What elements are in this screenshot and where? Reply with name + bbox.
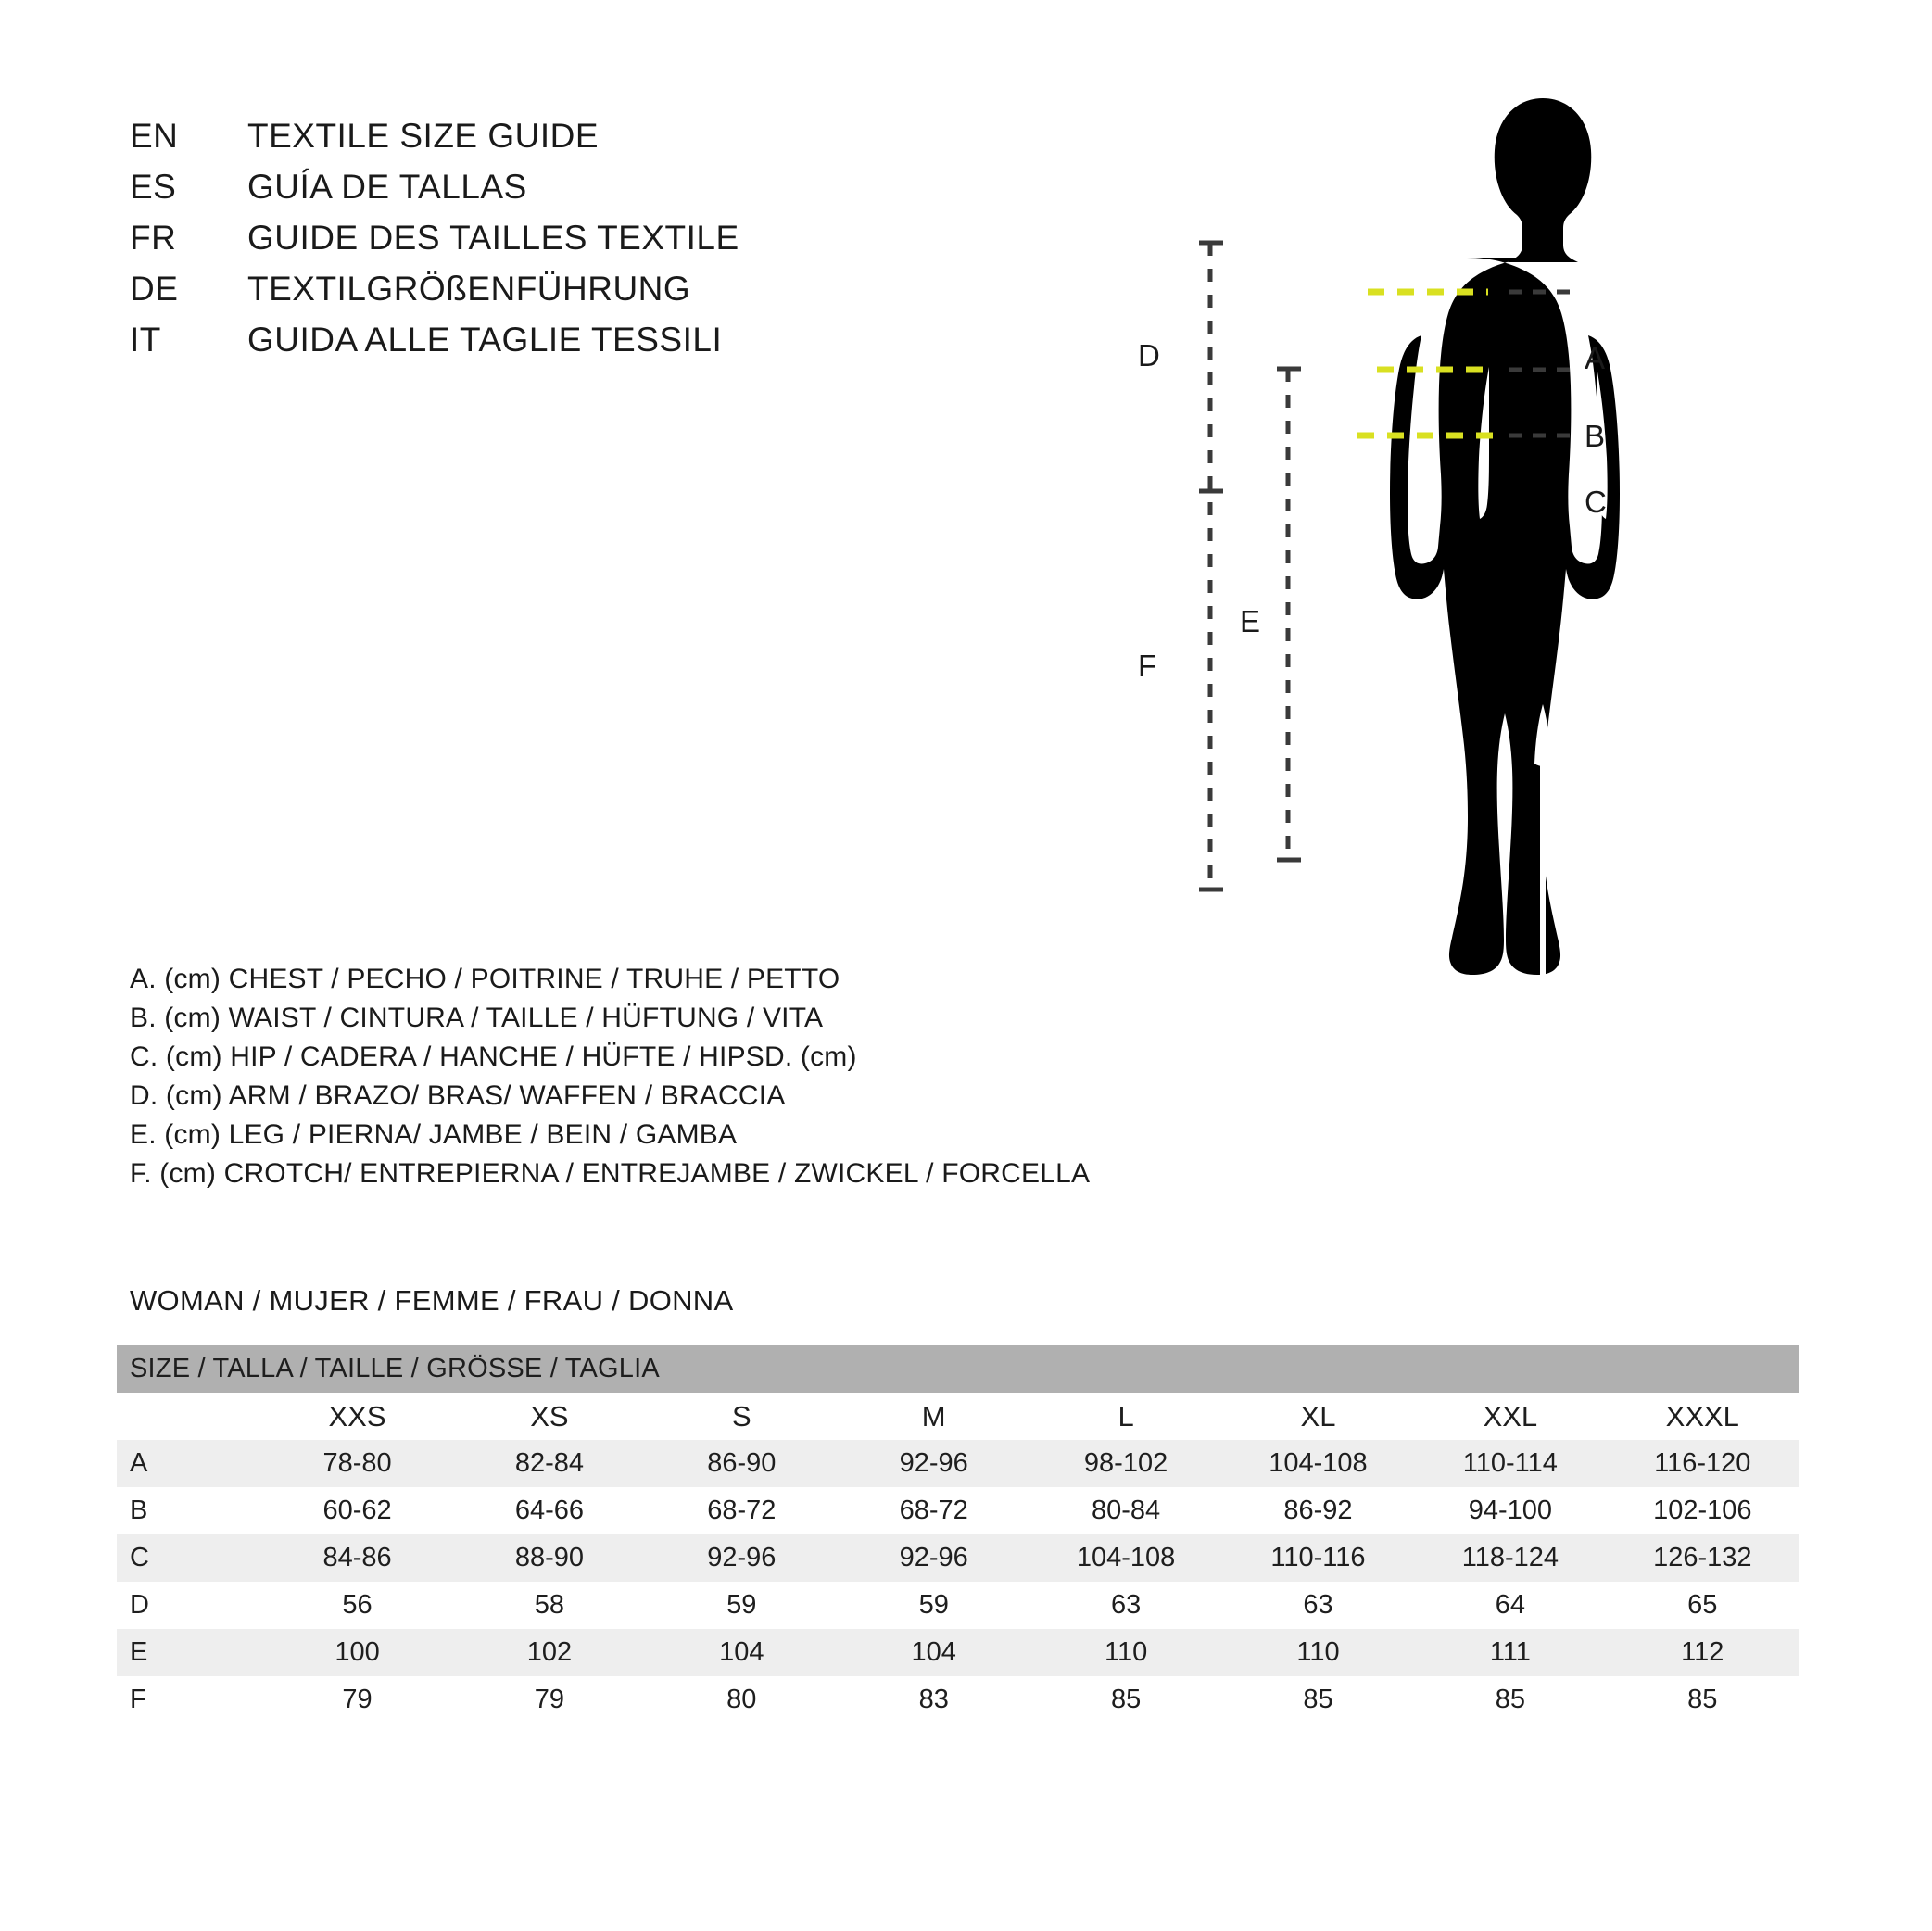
table-cell: 85 bbox=[1607, 1676, 1799, 1723]
table-cell: 56 bbox=[261, 1582, 453, 1629]
table-cell: 112 bbox=[1607, 1629, 1799, 1676]
language-code: ES bbox=[130, 168, 177, 206]
table-cell: 88-90 bbox=[453, 1534, 645, 1582]
table-cell: 98-102 bbox=[1029, 1440, 1221, 1487]
table-cell: 110-116 bbox=[1222, 1534, 1414, 1582]
label-b: B bbox=[1585, 419, 1606, 453]
language-code: FR bbox=[130, 219, 177, 257]
language-title-block bbox=[130, 117, 964, 372]
header-size: L bbox=[1029, 1393, 1221, 1440]
table-cell: 104-108 bbox=[1029, 1534, 1221, 1582]
table-title-row bbox=[117, 1345, 1799, 1393]
table-cell: 59 bbox=[838, 1582, 1029, 1629]
legend-item: F. (cm) CROTCH/ ENTREPIERNA / ENTREJAMBE / ZWICKEL / FORCELLA bbox=[130, 1158, 1091, 1189]
table-cell: 68-72 bbox=[838, 1487, 1029, 1534]
row-key: C bbox=[117, 1534, 261, 1582]
table-cell: 116-120 bbox=[1607, 1440, 1799, 1487]
table-cell: 58 bbox=[453, 1582, 645, 1629]
table-cell: 86-90 bbox=[646, 1440, 838, 1487]
table-cell: 79 bbox=[453, 1676, 645, 1723]
table-cell: 78-80 bbox=[261, 1440, 453, 1487]
table-cell: 85 bbox=[1222, 1676, 1414, 1723]
language-code: DE bbox=[130, 270, 179, 308]
header-size: XS bbox=[453, 1393, 645, 1440]
table-row bbox=[117, 1487, 1799, 1534]
table-cell: 80 bbox=[646, 1676, 838, 1723]
table-cell: 100 bbox=[261, 1629, 453, 1676]
table-cell: 102-106 bbox=[1607, 1487, 1799, 1534]
language-title: GUIDE DES TAILLES TEXTILE bbox=[247, 219, 739, 257]
table-cell: 65 bbox=[1607, 1582, 1799, 1629]
label-c: C bbox=[1585, 485, 1607, 519]
language-row bbox=[130, 270, 964, 321]
language-row bbox=[130, 321, 964, 372]
header-size: XXL bbox=[1414, 1393, 1606, 1440]
row-key: B bbox=[117, 1487, 261, 1534]
table-cell: 104 bbox=[646, 1629, 838, 1676]
legend-item: A. (cm) CHEST / PECHO / POITRINE / TRUHE / PETTO bbox=[130, 964, 840, 994]
legend-block bbox=[130, 964, 1288, 1197]
table-cell: 92-96 bbox=[838, 1534, 1029, 1582]
table-title: SIZE / TALLA / TAILLE / GRÖSSE / TAGLIA bbox=[117, 1345, 1799, 1393]
table-row bbox=[117, 1582, 1799, 1629]
language-title: TEXTILGRÖßENFÜHRUNG bbox=[247, 270, 691, 308]
legend-item: B. (cm) WAIST / CINTURA / TAILLE / HÜFTUNG / VITA bbox=[130, 1003, 824, 1033]
table-cell: 126-132 bbox=[1607, 1534, 1799, 1582]
row-key: A bbox=[117, 1440, 261, 1487]
language-title: TEXTILE SIZE GUIDE bbox=[247, 117, 600, 155]
legend-item: E. (cm) LEG / PIERNA/ JAMBE / BEIN / GAMBA bbox=[130, 1119, 738, 1150]
table-cell: 63 bbox=[1029, 1582, 1221, 1629]
language-row bbox=[130, 168, 964, 219]
table-cell: 59 bbox=[646, 1582, 838, 1629]
table-cell: 85 bbox=[1414, 1676, 1606, 1723]
legend-item: D. (cm) ARM / BRAZO/ BRAS/ WAFFEN / BRACCIA bbox=[130, 1080, 786, 1111]
table-row bbox=[117, 1629, 1799, 1676]
row-key: E bbox=[117, 1629, 261, 1676]
language-title: GUIDA ALLE TAGLIE TESSILI bbox=[247, 321, 723, 359]
row-key: F bbox=[117, 1676, 261, 1723]
table-cell: 80-84 bbox=[1029, 1487, 1221, 1534]
row-key: D bbox=[117, 1582, 261, 1629]
label-f: F bbox=[1138, 649, 1157, 683]
table-cell: 118-124 bbox=[1414, 1534, 1606, 1582]
table-cell: 111 bbox=[1414, 1629, 1606, 1676]
group-label: WOMAN / MUJER / FEMME / FRAU / DONNA bbox=[130, 1284, 734, 1317]
language-row bbox=[130, 219, 964, 270]
table-cell: 64 bbox=[1414, 1582, 1606, 1629]
header-corner bbox=[117, 1393, 261, 1440]
table-cell: 94-100 bbox=[1414, 1487, 1606, 1534]
measurement-diagram bbox=[1138, 74, 1872, 1186]
table-cell: 104-108 bbox=[1222, 1440, 1414, 1487]
table-header-row bbox=[117, 1393, 1799, 1440]
table-cell: 92-96 bbox=[646, 1534, 838, 1582]
language-code: EN bbox=[130, 117, 179, 155]
table-cell: 110 bbox=[1029, 1629, 1221, 1676]
language-title: GUÍA DE TALLAS bbox=[247, 168, 527, 206]
header-size: S bbox=[646, 1393, 838, 1440]
table-cell: 110 bbox=[1222, 1629, 1414, 1676]
header-size: M bbox=[838, 1393, 1029, 1440]
label-a: A bbox=[1585, 341, 1606, 375]
table-cell: 60-62 bbox=[261, 1487, 453, 1534]
table-row bbox=[117, 1534, 1799, 1582]
table-cell: 64-66 bbox=[453, 1487, 645, 1534]
header-size: XXS bbox=[261, 1393, 453, 1440]
table-cell: 85 bbox=[1029, 1676, 1221, 1723]
table-cell: 102 bbox=[453, 1629, 645, 1676]
table-cell: 83 bbox=[838, 1676, 1029, 1723]
header-size: XXXL bbox=[1607, 1393, 1799, 1440]
label-d: D bbox=[1138, 338, 1160, 372]
table-cell: 110-114 bbox=[1414, 1440, 1606, 1487]
table-row bbox=[117, 1676, 1799, 1723]
table-row bbox=[117, 1440, 1799, 1487]
table-cell: 79 bbox=[261, 1676, 453, 1723]
table-cell: 92-96 bbox=[838, 1440, 1029, 1487]
table-cell: 63 bbox=[1222, 1582, 1414, 1629]
table-cell: 82-84 bbox=[453, 1440, 645, 1487]
language-code: IT bbox=[130, 321, 161, 359]
size-table bbox=[117, 1345, 1799, 1723]
legend-item: C. (cm) HIP / CADERA / HANCHE / HÜFTE / HIPSD. (cm) bbox=[130, 1041, 857, 1072]
table-cell: 68-72 bbox=[646, 1487, 838, 1534]
language-row bbox=[130, 117, 964, 168]
header-size: XL bbox=[1222, 1393, 1414, 1440]
table-cell: 84-86 bbox=[261, 1534, 453, 1582]
label-e: E bbox=[1240, 604, 1261, 638]
table-cell: 86-92 bbox=[1222, 1487, 1414, 1534]
table-cell: 104 bbox=[838, 1629, 1029, 1676]
